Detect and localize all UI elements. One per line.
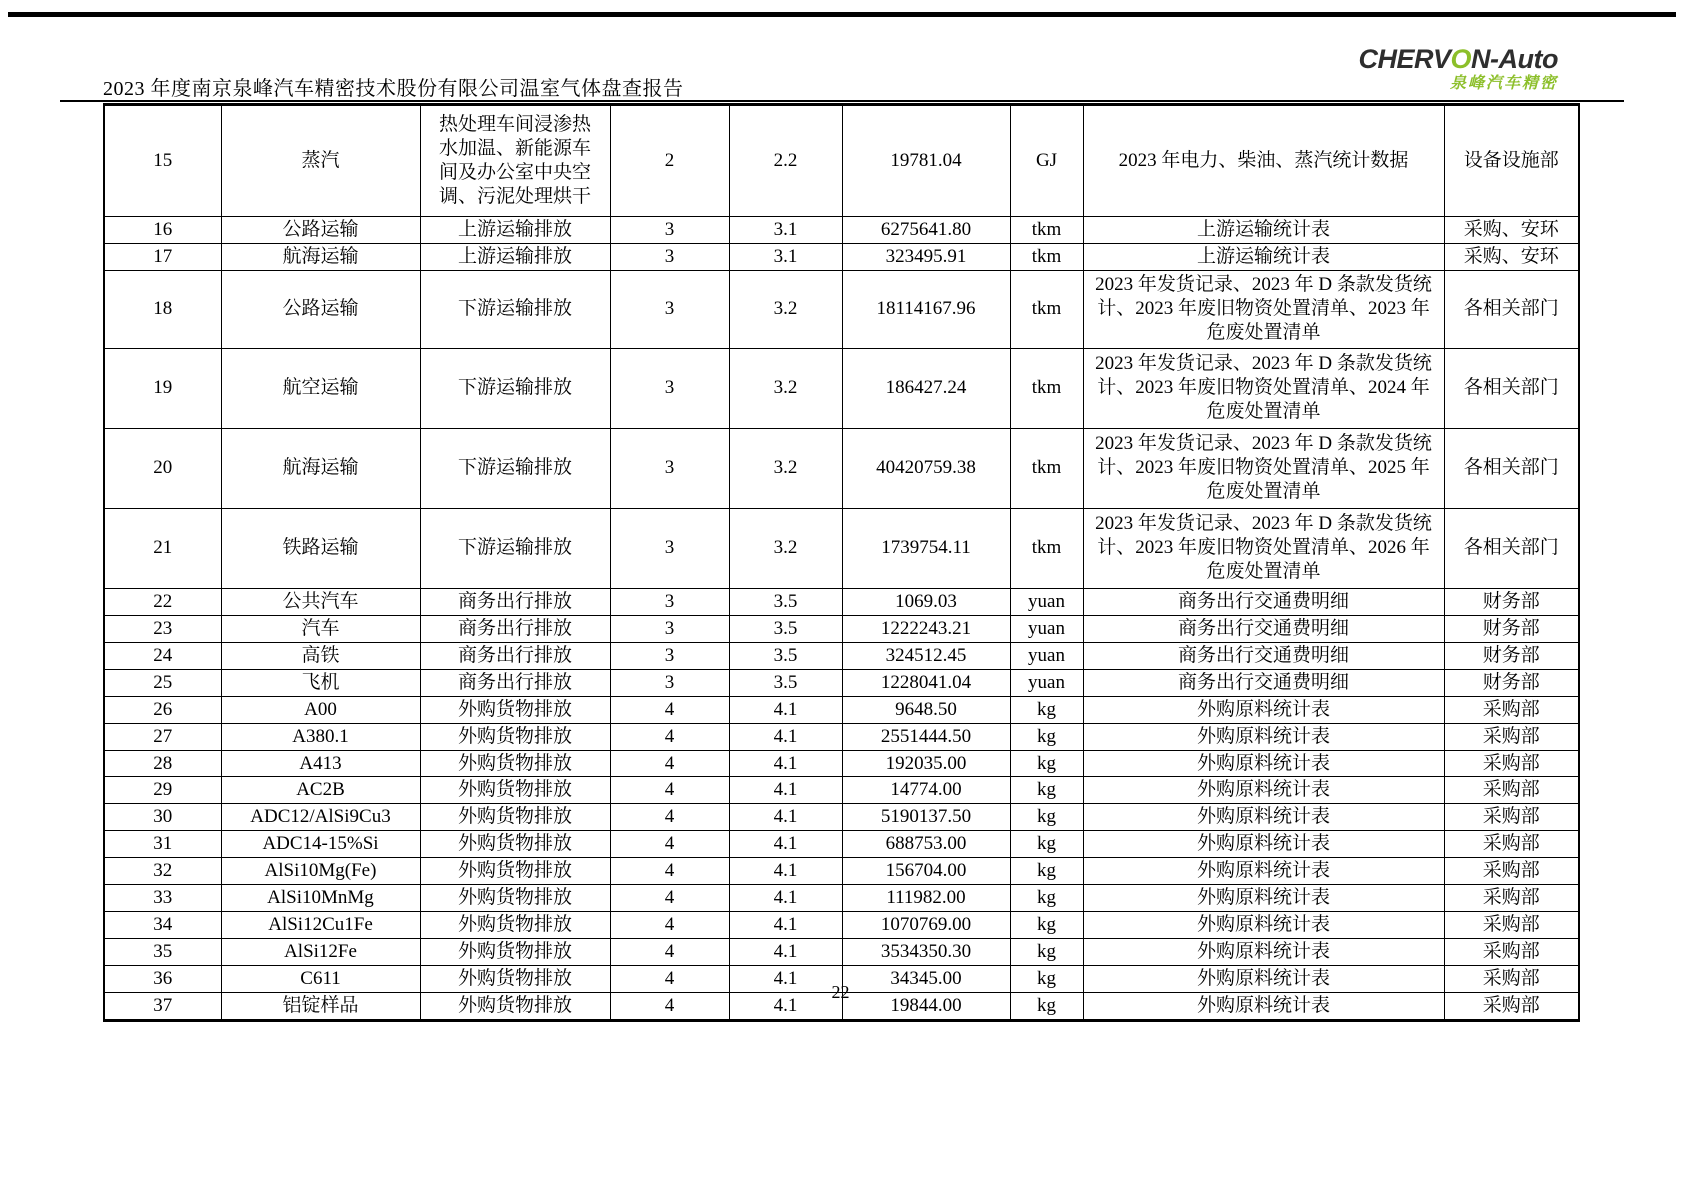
cell-department: 采购部 <box>1444 750 1579 777</box>
cell-item-name: ADC14-15%Si <box>221 831 420 858</box>
cell-data-source: 上游运输统计表 <box>1083 243 1444 270</box>
cell-description: 外购货物排放 <box>420 831 610 858</box>
logo-text-prefix: CHERV <box>1358 44 1451 74</box>
cell-description: 下游运输排放 <box>420 428 610 508</box>
cell-value: 111982.00 <box>842 885 1010 912</box>
table-row <box>104 217 1579 244</box>
table-row <box>104 270 1579 348</box>
cell-data-source: 外购原料统计表 <box>1083 992 1444 1020</box>
cell-item-name: 铁路运输 <box>221 508 420 588</box>
cell-data-source: 外购原料统计表 <box>1083 750 1444 777</box>
cell-department: 财务部 <box>1444 615 1579 642</box>
cell-value: 18114167.96 <box>842 270 1010 348</box>
cell-value: 34345.00 <box>842 966 1010 993</box>
table-row <box>104 615 1579 642</box>
cell-description: 外购货物排放 <box>420 858 610 885</box>
cell-data-source: 外购原料统计表 <box>1083 966 1444 993</box>
cell-scope: 4 <box>610 992 729 1020</box>
cell-description: 商务出行排放 <box>420 615 610 642</box>
page-title: 2023 年度南京泉峰汽车精密技术股份有限公司温室气体盘查报告 <box>103 78 684 100</box>
cell-scope: 4 <box>610 831 729 858</box>
table-row <box>104 939 1579 966</box>
cell-category: 4.1 <box>729 966 842 993</box>
cell-description: 商务出行排放 <box>420 588 610 615</box>
cell-value: 1228041.04 <box>842 669 1010 696</box>
cell-data-source: 商务出行交通费明细 <box>1083 588 1444 615</box>
cell-value: 186427.24 <box>842 348 1010 428</box>
cell-row-number: 16 <box>104 217 221 244</box>
cell-department: 采购部 <box>1444 992 1579 1020</box>
cell-department: 财务部 <box>1444 588 1579 615</box>
cell-unit: yuan <box>1010 642 1083 669</box>
cell-category: 3.2 <box>729 270 842 348</box>
cell-category: 3.5 <box>729 669 842 696</box>
cell-scope: 3 <box>610 243 729 270</box>
cell-data-source: 上游运输统计表 <box>1083 217 1444 244</box>
table-row <box>104 885 1579 912</box>
table-row <box>104 858 1579 885</box>
cell-value: 1222243.21 <box>842 615 1010 642</box>
cell-data-source: 2023 年发货记录、2023 年 D 条款发货统计、2023 年废旧物资处置清单、2024 年危废处置清单 <box>1083 348 1444 428</box>
cell-department: 采购、安环 <box>1444 243 1579 270</box>
table-row <box>104 348 1579 428</box>
table-row <box>104 642 1579 669</box>
cell-data-source: 外购原料统计表 <box>1083 696 1444 723</box>
cell-data-source: 商务出行交通费明细 <box>1083 669 1444 696</box>
cell-unit: yuan <box>1010 615 1083 642</box>
cell-department: 采购部 <box>1444 885 1579 912</box>
cell-department: 采购部 <box>1444 723 1579 750</box>
cell-department: 采购部 <box>1444 831 1579 858</box>
table-row <box>104 508 1579 588</box>
cell-row-number: 25 <box>104 669 221 696</box>
cell-scope: 4 <box>610 750 729 777</box>
cell-row-number: 20 <box>104 428 221 508</box>
cell-item-name: AC2B <box>221 777 420 804</box>
cell-value: 9648.50 <box>842 696 1010 723</box>
cell-scope: 3 <box>610 615 729 642</box>
cell-row-number: 30 <box>104 804 221 831</box>
cell-value: 192035.00 <box>842 750 1010 777</box>
cell-unit: kg <box>1010 831 1083 858</box>
cell-item-name: 铝锭样品 <box>221 992 420 1020</box>
cell-description: 上游运输排放 <box>420 243 610 270</box>
cell-item-name: 公共汽车 <box>221 588 420 615</box>
cell-value: 3534350.30 <box>842 939 1010 966</box>
cell-value: 324512.45 <box>842 642 1010 669</box>
cell-scope: 4 <box>610 777 729 804</box>
cell-unit: kg <box>1010 858 1083 885</box>
cell-unit: GJ <box>1010 105 1083 217</box>
cell-row-number: 31 <box>104 831 221 858</box>
table-row <box>104 105 1579 217</box>
cell-data-source: 外购原料统计表 <box>1083 723 1444 750</box>
cell-department: 设备设施部 <box>1444 105 1579 217</box>
cell-item-name: 公路运输 <box>221 217 420 244</box>
cell-category: 3.5 <box>729 642 842 669</box>
cell-scope: 4 <box>610 858 729 885</box>
cell-row-number: 24 <box>104 642 221 669</box>
cell-data-source: 外购原料统计表 <box>1083 804 1444 831</box>
cell-unit: tkm <box>1010 243 1083 270</box>
cell-unit: tkm <box>1010 508 1083 588</box>
cell-scope: 3 <box>610 669 729 696</box>
cell-description: 外购货物排放 <box>420 777 610 804</box>
cell-item-name: 蒸汽 <box>221 105 420 217</box>
cell-data-source: 2023 年发货记录、2023 年 D 条款发货统计、2023 年废旧物资处置清单、2026 年危废处置清单 <box>1083 508 1444 588</box>
cell-row-number: 36 <box>104 966 221 993</box>
cell-department: 采购部 <box>1444 696 1579 723</box>
cell-category: 4.1 <box>729 831 842 858</box>
table-row <box>104 831 1579 858</box>
cell-item-name: AlSi10Mg(Fe) <box>221 858 420 885</box>
cell-unit: kg <box>1010 804 1083 831</box>
cell-data-source: 商务出行交通费明细 <box>1083 615 1444 642</box>
cell-row-number: 21 <box>104 508 221 588</box>
cell-unit: kg <box>1010 912 1083 939</box>
cell-item-name: 公路运输 <box>221 270 420 348</box>
cell-value: 6275641.80 <box>842 217 1010 244</box>
cell-value: 688753.00 <box>842 831 1010 858</box>
cell-category: 4.1 <box>729 750 842 777</box>
cell-department: 财务部 <box>1444 669 1579 696</box>
cell-row-number: 35 <box>104 939 221 966</box>
cell-scope: 3 <box>610 588 729 615</box>
cell-department: 财务部 <box>1444 642 1579 669</box>
page-number: 22 <box>831 982 850 1002</box>
cell-row-number: 15 <box>104 105 221 217</box>
cell-data-source: 2023 年发货记录、2023 年 D 条款发货统计、2023 年废旧物资处置清单、2023 年危废处置清单 <box>1083 270 1444 348</box>
cell-row-number: 28 <box>104 750 221 777</box>
cell-description: 下游运输排放 <box>420 508 610 588</box>
cell-category: 3.5 <box>729 588 842 615</box>
cell-item-name: ADC12/AlSi9Cu3 <box>221 804 420 831</box>
cell-description: 外购货物排放 <box>420 696 610 723</box>
cell-scope: 3 <box>610 642 729 669</box>
cell-description: 外购货物排放 <box>420 885 610 912</box>
cell-description: 外购货物排放 <box>420 992 610 1020</box>
cell-unit: kg <box>1010 750 1083 777</box>
cell-unit: kg <box>1010 966 1083 993</box>
cell-unit: kg <box>1010 777 1083 804</box>
cell-item-name: A00 <box>221 696 420 723</box>
cell-description: 外购货物排放 <box>420 966 610 993</box>
cell-category: 2.2 <box>729 105 842 217</box>
cell-row-number: 37 <box>104 992 221 1020</box>
cell-category: 4.1 <box>729 723 842 750</box>
table-row <box>104 696 1579 723</box>
cell-description: 外购货物排放 <box>420 939 610 966</box>
header-divider-rule <box>60 100 1624 102</box>
cell-description: 外购货物排放 <box>420 804 610 831</box>
cell-category: 4.1 <box>729 885 842 912</box>
cell-item-name: A380.1 <box>221 723 420 750</box>
cell-description: 商务出行排放 <box>420 642 610 669</box>
logo-wordmark <box>1348 46 1558 73</box>
table-row <box>104 588 1579 615</box>
cell-description: 上游运输排放 <box>420 217 610 244</box>
cell-value: 5190137.50 <box>842 804 1010 831</box>
cell-category: 4.1 <box>729 858 842 885</box>
cell-item-name: 汽车 <box>221 615 420 642</box>
cell-scope: 3 <box>610 508 729 588</box>
cell-category: 3.1 <box>729 217 842 244</box>
cell-scope: 4 <box>610 696 729 723</box>
cell-item-name: C611 <box>221 966 420 993</box>
cell-scope: 4 <box>610 723 729 750</box>
cell-row-number: 26 <box>104 696 221 723</box>
cell-value: 156704.00 <box>842 858 1010 885</box>
cell-item-name: 飞机 <box>221 669 420 696</box>
cell-unit: kg <box>1010 696 1083 723</box>
cell-value: 40420759.38 <box>842 428 1010 508</box>
cell-unit: kg <box>1010 723 1083 750</box>
cell-category: 4.1 <box>729 696 842 723</box>
cell-value: 1069.03 <box>842 588 1010 615</box>
cell-scope: 4 <box>610 912 729 939</box>
cell-scope: 4 <box>610 939 729 966</box>
table-row <box>104 777 1579 804</box>
logo-chinese-name: 泉峰汽车精密 <box>1449 75 1558 92</box>
cell-scope: 4 <box>610 885 729 912</box>
cell-unit: tkm <box>1010 217 1083 244</box>
cell-unit: kg <box>1010 939 1083 966</box>
cell-department: 采购、安环 <box>1444 217 1579 244</box>
cell-value: 19781.04 <box>842 105 1010 217</box>
cell-category: 3.5 <box>729 615 842 642</box>
cell-value: 1070769.00 <box>842 912 1010 939</box>
cell-data-source: 外购原料统计表 <box>1083 885 1444 912</box>
cell-data-source: 2023 年电力、柴油、蒸汽统计数据 <box>1083 105 1444 217</box>
cell-category: 3.2 <box>729 428 842 508</box>
cell-data-source: 外购原料统计表 <box>1083 777 1444 804</box>
cell-item-name: AlSi10MnMg <box>221 885 420 912</box>
cell-row-number: 33 <box>104 885 221 912</box>
cell-item-name: AlSi12Fe <box>221 939 420 966</box>
cell-row-number: 17 <box>104 243 221 270</box>
cell-department: 采购部 <box>1444 939 1579 966</box>
cell-unit: yuan <box>1010 669 1083 696</box>
cell-unit: kg <box>1010 992 1083 1020</box>
cell-item-name: A413 <box>221 750 420 777</box>
cell-unit: tkm <box>1010 348 1083 428</box>
cell-unit: kg <box>1010 885 1083 912</box>
cell-data-source: 外购原料统计表 <box>1083 939 1444 966</box>
cell-scope: 3 <box>610 270 729 348</box>
cell-description: 外购货物排放 <box>420 912 610 939</box>
cell-scope: 3 <box>610 428 729 508</box>
cell-unit: tkm <box>1010 428 1083 508</box>
cell-row-number: 29 <box>104 777 221 804</box>
cell-value: 1739754.11 <box>842 508 1010 588</box>
cell-value: 323495.91 <box>842 243 1010 270</box>
cell-row-number: 27 <box>104 723 221 750</box>
cell-department: 采购部 <box>1444 912 1579 939</box>
cell-scope: 3 <box>610 217 729 244</box>
cell-category: 4.1 <box>729 912 842 939</box>
chervon-auto-logo <box>1348 46 1558 92</box>
cell-department: 各相关部门 <box>1444 270 1579 348</box>
cell-department: 各相关部门 <box>1444 508 1579 588</box>
cell-category: 3.2 <box>729 508 842 588</box>
cell-item-name: 航海运输 <box>221 243 420 270</box>
cell-department: 采购部 <box>1444 966 1579 993</box>
cell-scope: 3 <box>610 348 729 428</box>
cell-category: 4.1 <box>729 939 842 966</box>
cell-category: 4.1 <box>729 804 842 831</box>
cell-description: 外购货物排放 <box>420 723 610 750</box>
cell-row-number: 19 <box>104 348 221 428</box>
table-row <box>104 750 1579 777</box>
cell-category: 3.2 <box>729 348 842 428</box>
cell-department: 各相关部门 <box>1444 428 1579 508</box>
cell-value: 14774.00 <box>842 777 1010 804</box>
cell-category: 4.1 <box>729 992 842 1020</box>
cell-description: 下游运输排放 <box>420 348 610 428</box>
cell-row-number: 34 <box>104 912 221 939</box>
cell-department: 采购部 <box>1444 858 1579 885</box>
cell-scope: 4 <box>610 804 729 831</box>
cell-row-number: 22 <box>104 588 221 615</box>
page-top-rule <box>8 12 1676 17</box>
table-row <box>104 669 1579 696</box>
cell-department: 采购部 <box>1444 804 1579 831</box>
cell-data-source: 2023 年发货记录、2023 年 D 条款发货统计、2023 年废旧物资处置清单、2025 年危废处置清单 <box>1083 428 1444 508</box>
cell-data-source: 外购原料统计表 <box>1083 912 1444 939</box>
cell-unit: tkm <box>1010 270 1083 348</box>
table-row <box>104 804 1579 831</box>
cell-row-number: 18 <box>104 270 221 348</box>
cell-data-source: 外购原料统计表 <box>1083 831 1444 858</box>
cell-data-source: 外购原料统计表 <box>1083 858 1444 885</box>
cell-description: 下游运输排放 <box>420 270 610 348</box>
cell-scope: 4 <box>610 966 729 993</box>
cell-value: 19844.00 <box>842 992 1010 1020</box>
cell-scope: 2 <box>610 105 729 217</box>
cell-data-source: 商务出行交通费明细 <box>1083 642 1444 669</box>
cell-row-number: 23 <box>104 615 221 642</box>
cell-description: 商务出行排放 <box>420 669 610 696</box>
cell-description: 热处理车间浸渗热水加温、新能源车间及办公室中央空调、污泥处理烘干 <box>420 105 610 217</box>
cell-item-name: 航海运输 <box>221 428 420 508</box>
cell-description: 外购货物排放 <box>420 750 610 777</box>
table-row <box>104 428 1579 508</box>
logo-text-suffix: N-Auto <box>1471 44 1558 74</box>
cell-row-number: 32 <box>104 858 221 885</box>
cell-department: 各相关部门 <box>1444 348 1579 428</box>
table-row <box>104 912 1579 939</box>
cell-item-name: 高铁 <box>221 642 420 669</box>
emission-inventory-table <box>103 103 1580 1022</box>
cell-category: 3.1 <box>729 243 842 270</box>
table-row <box>104 723 1579 750</box>
cell-category: 4.1 <box>729 777 842 804</box>
cell-value: 2551444.50 <box>842 723 1010 750</box>
cell-item-name: AlSi12Cu1Fe <box>221 912 420 939</box>
cell-item-name: 航空运输 <box>221 348 420 428</box>
table-row <box>104 243 1579 270</box>
cell-department: 采购部 <box>1444 777 1579 804</box>
logo-green-o: O <box>1450 44 1472 74</box>
cell-unit: yuan <box>1010 588 1083 615</box>
